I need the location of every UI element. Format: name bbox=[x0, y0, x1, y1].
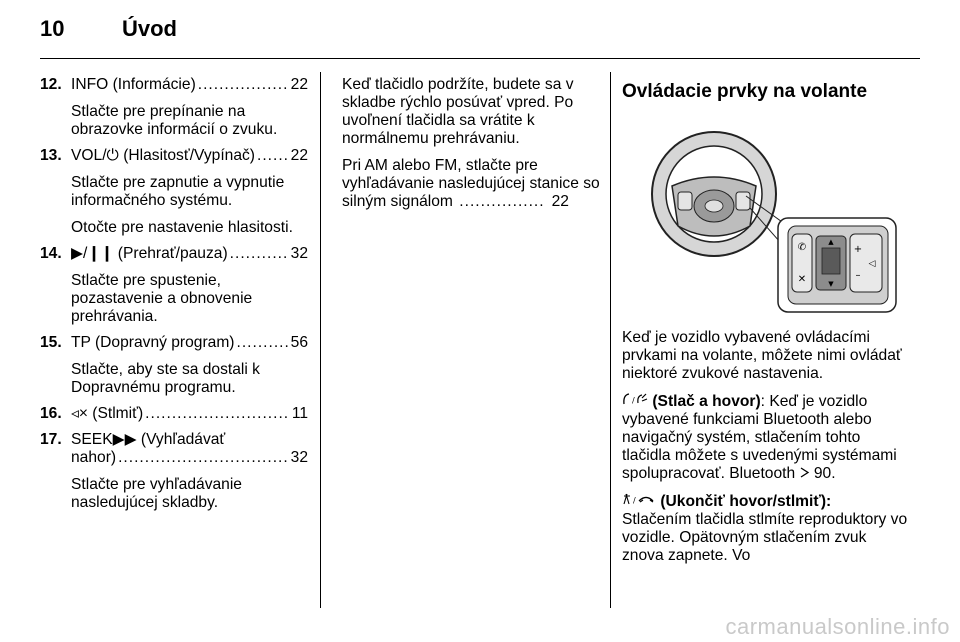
header-rule bbox=[40, 58, 920, 59]
description-text: Stlačte pre vyhľadávanie nasledujúcej skladby. bbox=[71, 476, 242, 511]
steering-controls-text bbox=[622, 329, 910, 574]
item-number: 15. bbox=[40, 334, 62, 351]
description-text: Otočte pre nastavenie hlasitosti. bbox=[71, 219, 293, 236]
item-number: 16. bbox=[40, 405, 62, 422]
list-item-13 bbox=[40, 147, 308, 237]
svg-text:▲: ▲ bbox=[828, 238, 834, 246]
page-reference[interactable]: 22 bbox=[290, 147, 308, 164]
page-reference-arrow-icon bbox=[800, 465, 810, 483]
page-reference[interactable]: 56 bbox=[290, 334, 308, 351]
item-description bbox=[71, 476, 308, 512]
svg-text:/: / bbox=[633, 496, 636, 505]
item-entry bbox=[71, 405, 308, 423]
dot-leader bbox=[237, 334, 289, 352]
item-label: ▶/❙❙ (Prehrať/pauza) bbox=[71, 245, 228, 262]
item-label: TP (Dopravný program) bbox=[71, 334, 235, 351]
call-paragraph bbox=[622, 392, 910, 483]
svg-text:+: + bbox=[853, 244, 863, 255]
item-number: 17. bbox=[40, 431, 62, 448]
dot-leader bbox=[145, 405, 290, 423]
call-text: : Keď je vozidlo vybavené funkciami Bluetooth alebo navigačný systém, stlačením tohto tlačidla môžete s uvedenými systémami spolupracovať. Bluetooth bbox=[622, 393, 897, 482]
paragraph-seek bbox=[342, 157, 600, 211]
column-3 bbox=[622, 76, 910, 564]
svg-text:◁: ◁ bbox=[868, 259, 876, 269]
list-item-17 bbox=[40, 431, 308, 512]
page-reference[interactable]: 90. bbox=[813, 465, 836, 482]
page-number: 10 bbox=[40, 16, 65, 41]
list-item-14 bbox=[40, 245, 308, 326]
paragraph-seek-text: Pri AM alebo FM, stlačte pre vyhľadávanie nasledujúcej stanice so silným signálom bbox=[342, 157, 600, 210]
dot-leader bbox=[257, 147, 289, 165]
steering-wheel-controls-figure bbox=[642, 116, 900, 316]
watermark: carmanualsonline.info bbox=[725, 614, 950, 639]
phone-voice-icon bbox=[622, 392, 648, 411]
column-1 bbox=[40, 76, 308, 520]
chapter-title: Úvod bbox=[122, 16, 177, 41]
item-label: VOL/⏻ (Hlasitosť/Vypínač) bbox=[71, 147, 255, 164]
item-entry bbox=[71, 76, 308, 94]
page-reference[interactable]: 22 bbox=[290, 76, 308, 93]
item-label: INFO (Informácie) bbox=[71, 76, 196, 93]
paragraph-fast-forward: Keď tlačidlo podržíte, budete sa v skladbe rýchlo posúvať vpred. Po uvoľnení tlačidla sa vrátite k normálnemu prehrávaniu. bbox=[342, 76, 574, 147]
section-heading: Ovládacie prvky na volante bbox=[622, 81, 868, 102]
description-text: Stlačte pre zapnutie a vypnutie informačného systému. bbox=[71, 174, 285, 209]
svg-text:▼: ▼ bbox=[828, 280, 834, 288]
description-text: Stlačte pre spustenie, pozastavenie a obnovenie prehrávania. bbox=[71, 272, 253, 325]
dot-leader bbox=[118, 449, 289, 467]
description-text: Stlačte pre prepínanie na obrazovke informácií o zvuku. bbox=[71, 103, 278, 138]
item-label-continued: nahor) bbox=[71, 449, 117, 466]
item-entry bbox=[71, 245, 308, 263]
svg-text:✕: ✕ bbox=[797, 274, 807, 285]
description-text: Stlačte, aby ste sa dostali k Dopravnému programu. bbox=[71, 361, 260, 396]
column-divider-2 bbox=[610, 72, 611, 608]
svg-text:–: – bbox=[855, 270, 861, 281]
column-2 bbox=[342, 76, 600, 211]
list-item-12 bbox=[40, 76, 308, 139]
item-entry bbox=[71, 449, 308, 467]
end-call-title: (Ukončiť hovor/stlmiť): bbox=[660, 493, 832, 510]
column-divider-1 bbox=[320, 72, 321, 608]
item-description bbox=[71, 174, 308, 237]
dot-leader bbox=[459, 193, 545, 211]
dot-leader bbox=[230, 245, 289, 263]
item-entry bbox=[71, 334, 308, 352]
item-number: 14. bbox=[40, 245, 62, 262]
end-call-mute-icon bbox=[622, 492, 656, 511]
page-header bbox=[40, 16, 920, 60]
item-label: ◃× (Stlmiť) bbox=[71, 405, 144, 422]
dot-leader bbox=[198, 76, 289, 94]
list-item-16 bbox=[40, 405, 308, 423]
item-number: 13. bbox=[40, 147, 62, 164]
svg-text:✆: ✆ bbox=[797, 242, 807, 253]
page-reference[interactable]: 32 bbox=[290, 245, 308, 262]
item-entry bbox=[71, 147, 308, 165]
call-title: (Stlač a hovor) bbox=[652, 393, 761, 410]
item-description bbox=[71, 103, 308, 139]
list-item-15 bbox=[40, 334, 308, 397]
intro-paragraph: Keď je vozidlo vybavené ovládacími prvkami na volante, môžete nimi ovládať niektoré zvukové nastavenia. bbox=[622, 329, 902, 382]
item-number: 12. bbox=[40, 76, 62, 93]
item-description bbox=[71, 361, 308, 397]
end-call-paragraph bbox=[622, 492, 910, 565]
item-label: SEEK▶▶ (Vyhľadávať bbox=[71, 431, 226, 448]
item-description bbox=[71, 272, 308, 326]
page-reference[interactable]: 11 bbox=[291, 405, 308, 422]
page-reference[interactable]: 32 bbox=[290, 449, 308, 466]
end-call-text: Stlačením tlačidla stlmíte reproduktory vo vozidle. Opätovným stlačením zvuk znova zapnete. Vo bbox=[622, 511, 908, 564]
page-reference[interactable]: 22 bbox=[551, 193, 569, 210]
svg-text:/: / bbox=[632, 396, 635, 405]
